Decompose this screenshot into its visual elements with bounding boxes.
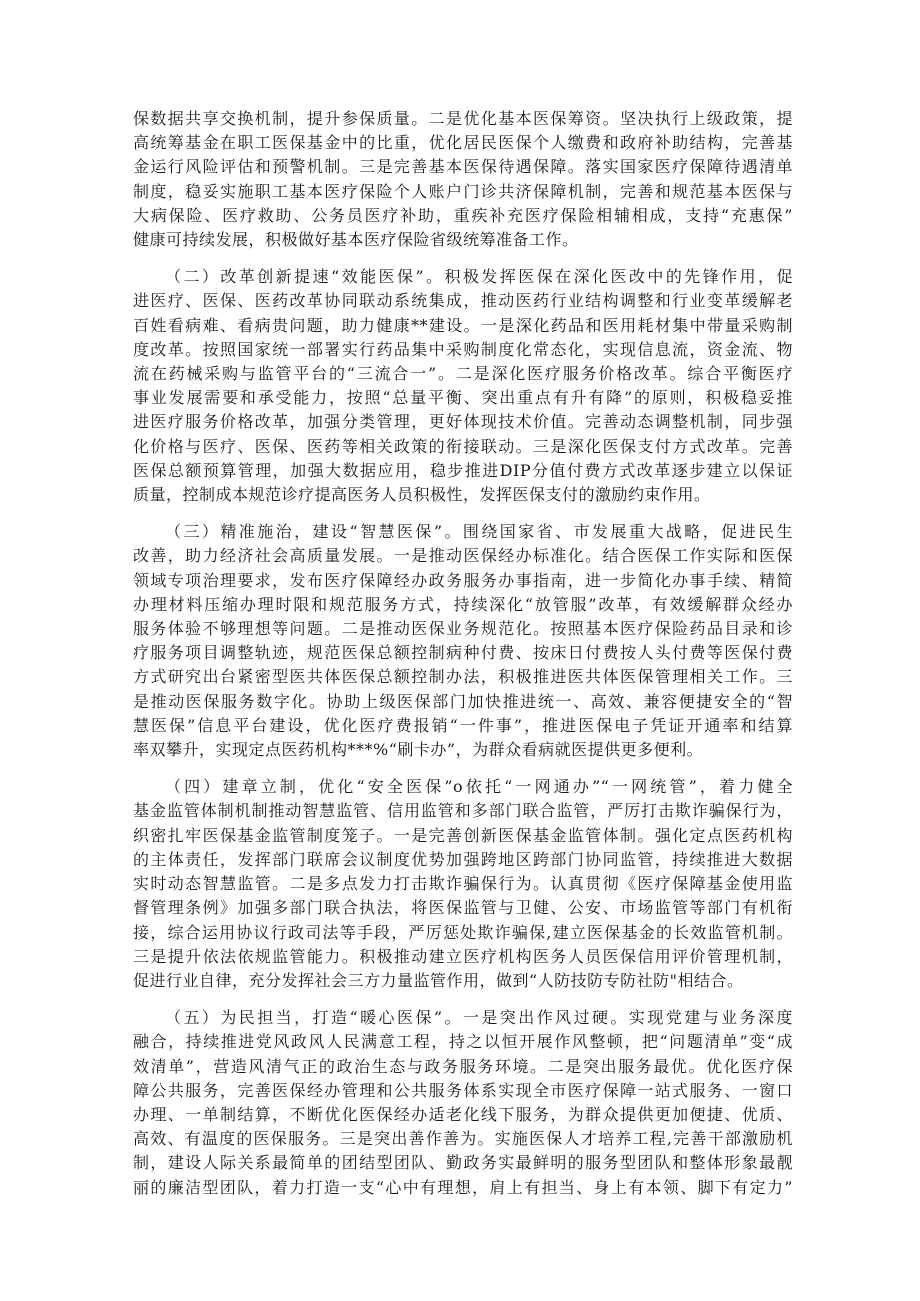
text-line: 度改革。按照国家统一部署实行药品集中采购制度化常态化，实现信息流，资金流、物 bbox=[133, 339, 793, 359]
text-line: 接，综合运用协议行政司法等手段，严厉惩处欺诈骗保,建立医保基金的长效监管机制。 bbox=[133, 922, 793, 942]
text-line: 健康可持续发展，积极做好基本医疗保险省级统筹准备工作。 bbox=[133, 230, 579, 250]
text-line: 是推动医保服务数字化。协助上级医保部门加快推进统一、高效、兼容便捷安全的“智 bbox=[133, 691, 793, 711]
text-line: 制度，稳妥实施职工基本医疗保险个人账户门诊共济保障机制，完善和规范基本医保与 bbox=[133, 181, 793, 201]
text-line: 的主体责任，发挥部门联席会议制度优势加强跨地区跨部门协同监管，持续推进大数据 bbox=[133, 849, 793, 869]
document-page bbox=[133, 107, 793, 1213]
text-line: 保数据共享交换机制，提升参保质量。二是优化基本医保筹资。坚决执行上级政策，提 bbox=[133, 109, 793, 128]
text-line: 大病保险、医疗救助、公务员医疗补助，重疾补充医疗保险相辅相成，支持“充惠保” bbox=[133, 205, 793, 225]
text-line: （五）为民担当，打造“暖心医保”。一是突出作风过硬。实现党建与业务深度 bbox=[165, 1008, 793, 1028]
text-line: 丽的廉洁型团队，着力打造一支“心中有理想，肩上有担当、身上有本领、脚下有定力” bbox=[133, 1177, 793, 1197]
text-line: 织密扎牢医保基金监管制度笼子。一是完善创新医保基金监管体制。强化定点医药机构 bbox=[133, 825, 793, 845]
text-line: 服务体验不够理想等问题。二是推动医保业务规范化。按照基本医疗保险药品目录和诊 bbox=[133, 619, 793, 639]
text-line: 疗服务项目调整轨迹，规范医保总额控制病种付费、按床日付费按人头付费等医保付费 bbox=[133, 643, 793, 663]
text-line: 金运行风险评估和预警机制。三是完善基本医保待遇保障。落实国家医疗保障待遇清单 bbox=[133, 157, 793, 177]
paragraph-warm-insurance bbox=[133, 1006, 793, 1200]
text-line: 化价格与医疗、医保、医药等相关政策的衔接联动。三是深化医保支付方式改革。完善 bbox=[133, 436, 793, 456]
text-line: 流在药械采购与监管平台的“三流合一”。二是深化医疗服务价格改革。综合平衡医疗 bbox=[133, 364, 793, 384]
text-line: 百姓看病难、看病贵问题，助力健康**建设。一是深化药品和医用耗材集中带量采购制 bbox=[133, 315, 793, 335]
text-line: 事业发展需要和承受能力，按照“总量平衡、突出重点有升有降”的原则，积极稳妥推 bbox=[133, 388, 793, 408]
text-line: 制，建设人际关系最简单的团结型团队、勤政务实最鲜明的服务型团队和整体形象最靓 bbox=[133, 1153, 793, 1173]
text-line: 促进行业自律，充分发挥社会三方力量监管作用，做到“人防技防专防社防"相结合。 bbox=[133, 970, 744, 990]
text-line: 进医疗服务价格改革，加强分类管理，更好体现技术价值。完善动态调整机制，同步强 bbox=[133, 412, 793, 432]
text-line: 高效、有温度的医保服务。三是突出善作善为。实施医保人才培养工程,完善干部激励机 bbox=[133, 1129, 793, 1149]
text-line: 基金监管体制机制推动智慧监管、信用监管和多部门联合监管，严厉打击欺诈骗保行为， bbox=[133, 801, 793, 821]
text-line: （三）精准施治，建设“智慧医保”。围绕国家省、市发展重大战略，促进民生 bbox=[165, 522, 793, 542]
text-line: 质量，控制成本规范诊疗提高医务人员积极性，发挥医保支付的激励约束作用。 bbox=[133, 485, 711, 505]
text-line: 率双攀升，实现定点医药机构***%“刷卡办”，为群众看病就医提供更多便利。 bbox=[133, 740, 704, 760]
text-line: 督管理条例》加强多部门联合执法，将医保监管与卫健、公安、市场监管等部门有机衔 bbox=[133, 898, 793, 918]
paragraph-safe-insurance bbox=[133, 775, 793, 993]
text-line: （二）改革创新提速“效能医保”。积极发挥医保在深化医改中的先锋作用，促 bbox=[165, 267, 793, 287]
text-line: 方式研究出台紧密型医共体医保总额控制办法，积极推进医共体医保管理相关工作。三 bbox=[133, 667, 793, 687]
paragraph-efficiency-insurance bbox=[133, 265, 793, 507]
text-line: 融合，持续推进党风政风人民满意工程，持之以恒开展作风整顿，把“问题清单”变“成 bbox=[133, 1032, 793, 1052]
text-line: 医保总额预算管理，加强大数据应用，稳步推进DIP分值付费方式改革逐步建立以保证 bbox=[133, 460, 793, 480]
text-line: 改善，助力经济社会高质量发展。一是推动医保经办标准化。结合医保工作实际和医保 bbox=[133, 546, 793, 566]
text-line: 实时动态智慧监管。二是多点发力打击欺诈骗保行为。认真贯彻《医疗保障基金使用监 bbox=[133, 874, 793, 894]
text-line: （四）建章立制，优化“安全医保”o依托“一网通办”“一网统管”，着力健全 bbox=[165, 777, 793, 797]
paragraph-basic-insurance bbox=[133, 107, 793, 252]
text-line: 效清单”，营造风清气正的政治生态与政务服务环境。二是突出服务最优。优化医疗保 bbox=[133, 1056, 793, 1076]
text-line: 办理材料压缩办理时限和规范服务方式，持续深化“放管服”改革，有效缓解群众经办 bbox=[133, 594, 793, 614]
text-line: 高统筹基金在职工医保基金中的比重，优化居民医保个人缴费和政府补助结构，完善基 bbox=[133, 133, 793, 153]
text-line: 慧医保”信息平台建设，优化医疗费报销“一件事”，推进医保电子凭证开通率和结算 bbox=[133, 715, 793, 735]
text-line: 进医疗、医保、医药改革协同联动系统集成，推动医药行业结构调整和行业变革缓解老 bbox=[133, 291, 793, 311]
text-line: 障公共服务，完善医保经办管理和公共服务体系实现全市医疗保障一站式服务、一窗口 bbox=[133, 1080, 793, 1100]
paragraph-smart-insurance bbox=[133, 520, 793, 762]
text-line: 领域专项治理要求，发布医疗保障经办政务服务办事指南，进一步简化办事手续、精简 bbox=[133, 570, 793, 590]
text-line: 办理、一单制结算，不断优化医保经办适老化线下服务，为群众提供更加便捷、优质、 bbox=[133, 1104, 793, 1124]
text-line: 三是提升依法依规监管能力。积极推动建立医疗机构医务人员医保信用评价管理机制， bbox=[133, 946, 793, 966]
